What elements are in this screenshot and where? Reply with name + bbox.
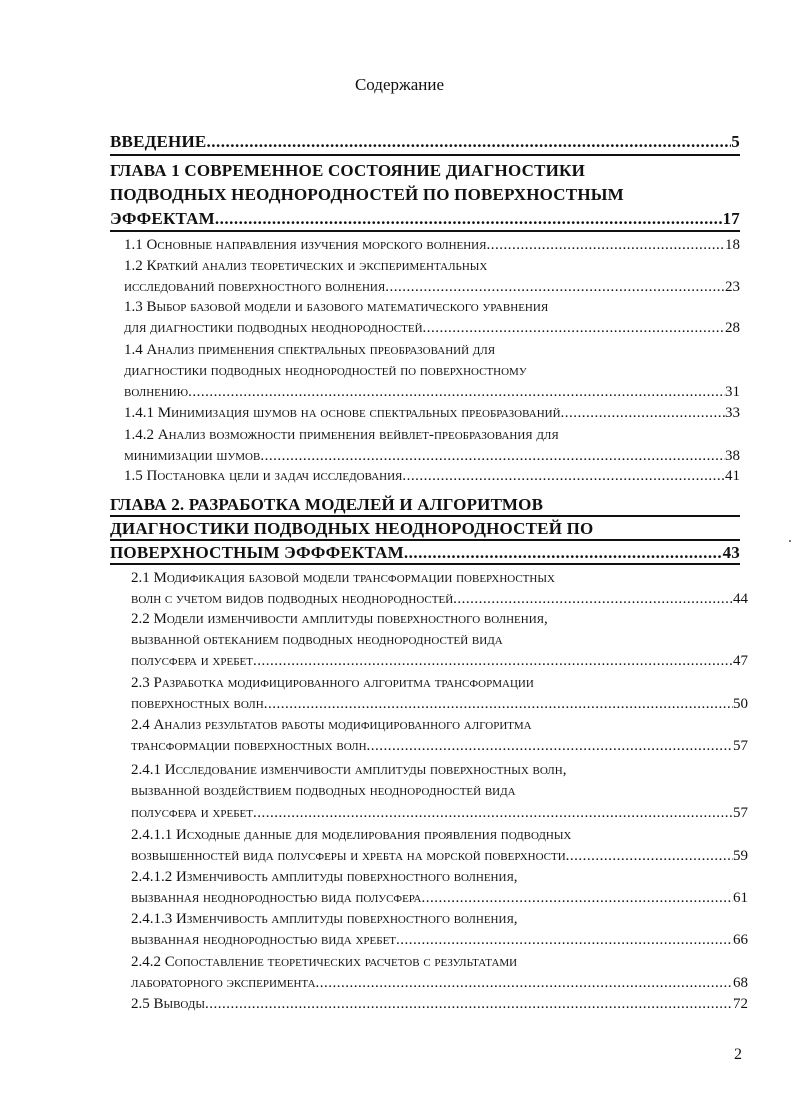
toc-entry-title: полусфера и хребет	[131, 805, 253, 821]
scan-speck	[789, 540, 791, 542]
toc-page-number: 18	[725, 237, 740, 253]
toc-entry-line: 2.1 Модификация базовой модели трансформации поверхностных	[131, 570, 555, 586]
toc-entry-line: 2.4.2 Сопоставление теоретических расчетов с результатами	[131, 954, 518, 970]
toc-entry-title: возвышенностей вида полусферы и хребта на морской поверхности	[131, 848, 566, 864]
dot-leader	[367, 738, 733, 755]
toc-page-number: 59	[733, 848, 748, 864]
toc-entry-line: 2.4.1.2 Изменчивость амплитуды поверхностного волнения,	[131, 869, 518, 885]
toc-entry-title: вызванная неоднородностью вида хребет	[131, 932, 397, 948]
toc-entry-title: 1.5 Постановка цели и задач исследования	[124, 468, 403, 484]
dot-leader	[260, 448, 725, 465]
toc-entry-line: 2.3 Разработка модифицированного алгоритма трансформации	[131, 675, 534, 691]
toc-page-number: 23	[725, 279, 740, 295]
toc-entry-line: 2.4.1.3 Изменчивость амплитуды поверхностного волнения,	[131, 911, 518, 927]
toc-page-number: 17	[722, 209, 740, 228]
dot-leader	[316, 975, 733, 992]
dot-leader	[205, 996, 733, 1013]
toc-entry-title: ЭФФЕКТАМ	[110, 209, 215, 228]
dot-leader	[561, 405, 725, 422]
toc-entry-line: 1.4 Анализ применения спектральных преобразований для	[124, 342, 496, 358]
toc-page-number: 33	[725, 405, 740, 421]
toc-page-number: 72	[733, 996, 748, 1012]
heading-underline	[110, 515, 740, 517]
dot-leader	[396, 932, 733, 949]
dot-leader	[402, 468, 725, 485]
toc-page-number: 43	[722, 543, 740, 562]
dot-leader	[206, 132, 731, 152]
toc-entry-title: поверхностных волн	[131, 696, 264, 712]
toc-entry-line: 1.3 Выбор базовой модели и базового математического уравнения	[124, 299, 549, 315]
toc-entry-line: вызванной обтеканием подводных неоднородностей вида	[131, 632, 503, 648]
toc-page-number: 57	[733, 805, 748, 821]
heading-underline	[110, 154, 740, 156]
dot-leader	[566, 848, 733, 865]
toc-entry-line: 2.4.1 Исследование изменчивости амплитуды поверхностных волн,	[131, 762, 567, 778]
toc-page-number: 38	[725, 448, 740, 464]
toc-page-number: 41	[725, 468, 740, 484]
toc-page-number: 28	[725, 320, 740, 336]
toc-entry-line: 1.4.2 Анализ возможности применения вейвлет-преобразования для	[124, 427, 559, 443]
toc-entry-line: ГЛАВА 1 СОВРЕМЕННОЕ СОСТОЯНИЕ ДИАГНОСТИКИ	[110, 161, 585, 180]
toc-page-number: 50	[733, 696, 748, 712]
toc-entry-title: 1.4.1 Минимизация шумов на основе спектральных преобразований	[124, 405, 561, 421]
toc-page-number: 47	[733, 653, 748, 669]
dot-leader	[421, 890, 733, 907]
toc-entry-title: ПОВЕРХНОСТНЫМ ЭФФФЕКТАМ	[110, 543, 404, 562]
heading-underline	[110, 563, 740, 565]
toc-entry-title: минимизации шумов	[124, 448, 261, 464]
toc-page-number: 5	[731, 132, 740, 151]
toc-entry-line: 2.4.1.1 Исходные данные для моделирования проявления подводных	[131, 827, 572, 843]
dot-leader	[264, 696, 733, 713]
toc-page-number: 61	[733, 890, 748, 906]
toc-entry-title: волн с учетом видов подводных неоднородностей	[131, 591, 454, 607]
toc-entry-line: ГЛАВА 2. РАЗРАБОТКА МОДЕЛЕЙ И АЛГОРИТМОВ	[110, 495, 544, 514]
dot-leader	[188, 384, 725, 401]
dot-leader	[423, 320, 725, 337]
toc-entry-title: 2.5 Выводы	[131, 996, 205, 1012]
toc-entry-title: лабораторного эксперимента	[131, 975, 316, 991]
heading-underline	[110, 230, 740, 232]
dot-leader	[404, 543, 723, 563]
dot-leader	[486, 237, 725, 254]
toc-entry-title: 1.1 Основные направления изучения морского волнения	[124, 237, 487, 253]
toc-entry-line: ПОДВОДНЫХ НЕОДНОРОДНОСТЕЙ ПО ПОВЕРХНОСТНЫМ	[110, 185, 624, 204]
toc-entry-title: трансформации поверхностных волн	[131, 738, 367, 754]
toc-page-number: 44	[733, 591, 748, 607]
toc-entry-title: для диагностики подводных неоднородностей	[124, 320, 423, 336]
toc-entry-line: вызванной воздействием подводных неоднородностей вида	[131, 783, 516, 799]
heading-underline	[110, 539, 740, 541]
toc-page-number: 31	[725, 384, 740, 400]
toc-page-number: 66	[733, 932, 748, 948]
page-title: Содержание	[354, 75, 445, 94]
toc-entry-title: ВВЕДЕНИЕ	[110, 132, 207, 151]
dot-leader	[215, 209, 723, 229]
toc-entry-title: исследований поверхностного волнения	[124, 279, 386, 295]
toc-entry-title: волнению	[124, 384, 189, 400]
toc-entry-line: диагностики подводных неоднородностей по поверхностному	[124, 363, 527, 379]
toc-entry-title: полусфера и хребет	[131, 653, 253, 669]
dot-leader	[385, 279, 725, 296]
dot-leader	[253, 653, 733, 670]
toc-page-number: 57	[733, 738, 748, 754]
toc-entry-title: вызванная неоднородностью вида полусфера	[131, 890, 422, 906]
toc-entry-line: 2.4 Анализ результатов работы модифицированного алгоритма	[131, 717, 532, 733]
dot-leader	[253, 805, 733, 822]
page-number: 2	[734, 1046, 742, 1063]
toc-entry-line: ДИАГНОСТИКИ ПОДВОДНЫХ НЕОДНОРОДНОСТЕЙ ПО	[110, 519, 594, 538]
toc-page-number: 68	[733, 975, 748, 991]
toc-entry-line: 1.2 Краткий анализ теоретических и экспериментальных	[124, 258, 488, 274]
toc-entry-line: 2.2 Модели изменчивости амплитуды поверхностного волнения,	[131, 611, 548, 627]
dot-leader	[453, 591, 733, 608]
